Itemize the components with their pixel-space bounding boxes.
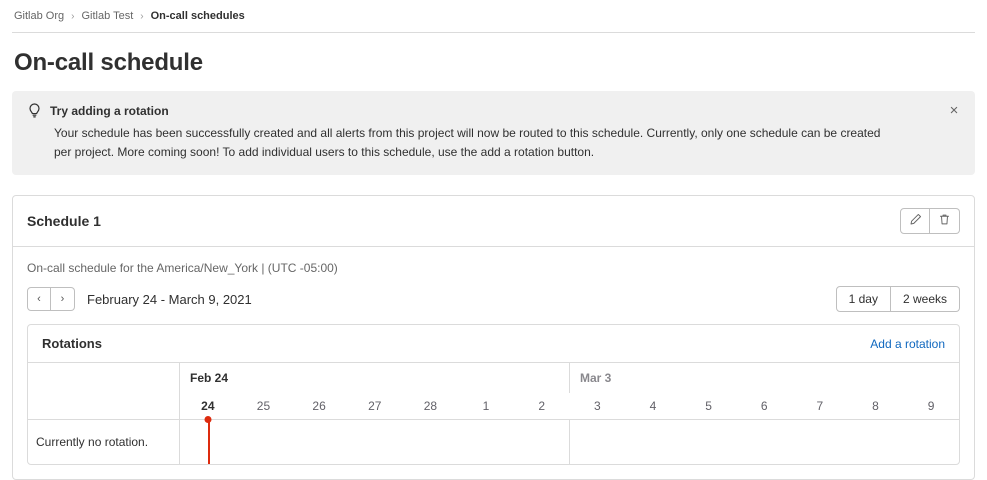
rotations-card — [27, 324, 960, 465]
timeline-day: 1 — [482, 399, 490, 414]
previous-period-button[interactable]: ‹ — [27, 287, 51, 311]
timeline-day-row — [180, 393, 959, 420]
delete-schedule-button[interactable] — [930, 208, 960, 234]
timeline-day: 27 — [368, 399, 382, 414]
timeline-month-feb: Feb 24 — [180, 363, 570, 393]
bulb-icon — [28, 103, 41, 118]
timeline-cell — [848, 420, 904, 464]
timeline-cell — [904, 420, 960, 464]
alert-body-text: Your schedule has been successfully created and all alerts from this project will now be routed to this schedule. Currently, only one schedule can be created per project. More coming soon! To add individual users to this schedule, use the add a rotation button. — [54, 126, 881, 159]
timeline-cell — [626, 420, 682, 464]
breadcrumb-item-org[interactable]: Gitlab Org — [14, 10, 65, 22]
schedule-timezone: On-call schedule for the America/New_York | (UTC -05:00) — [27, 261, 338, 276]
timeline-label-column — [28, 363, 180, 464]
schedule-nav-left — [27, 287, 252, 311]
timeline-cell — [402, 420, 458, 464]
timeline-cell — [737, 420, 793, 464]
breadcrumb-separator-icon: › — [71, 10, 75, 22]
add-rotation-link[interactable]: Add a rotation — [870, 336, 945, 351]
schedule-card — [12, 195, 975, 480]
schedule-card-header — [13, 196, 974, 247]
timeline-day: 5 — [705, 399, 712, 414]
timeline-body — [180, 420, 959, 464]
schedule-card-body — [13, 247, 974, 479]
date-range-label: February 24 - March 9, 2021 — [87, 291, 252, 307]
timeline-month-mar: Mar 3 — [580, 371, 612, 386]
view-toggle-1-day[interactable]: 1 day — [836, 286, 891, 312]
alert-heading-row — [28, 103, 959, 118]
view-toggle-group — [836, 286, 960, 312]
schedule-nav-row — [27, 286, 960, 312]
no-rotation-message: Currently no rotation. — [36, 435, 149, 450]
breadcrumb-divider — [12, 32, 975, 33]
breadcrumb-separator-icon: › — [140, 10, 144, 22]
view-toggle-2-weeks[interactable]: 2 weeks — [891, 286, 960, 312]
timeline-cell — [458, 420, 514, 464]
breadcrumb-item-current: On-call schedules — [150, 10, 245, 22]
timeline-cell — [180, 420, 236, 464]
next-period-button[interactable]: › — [51, 287, 75, 311]
timeline-day: 24 — [180, 393, 236, 419]
timeline-cell — [792, 420, 848, 464]
page-title: On-call schedule — [14, 49, 203, 76]
timeline-cell — [236, 420, 292, 464]
schedule-title: Schedule 1 — [27, 213, 101, 230]
rotations-header — [28, 325, 959, 363]
pencil-icon — [909, 213, 922, 229]
timeline-cell — [347, 420, 403, 464]
edit-schedule-button[interactable] — [900, 208, 930, 234]
info-alert — [12, 91, 975, 175]
timeline-day: 8 — [872, 399, 879, 414]
timeline-day: 2 — [538, 399, 545, 414]
timeline-cell — [569, 420, 626, 464]
rotations-title: Rotations — [42, 336, 102, 352]
timeline-day: 28 — [423, 399, 438, 414]
timeline-grid — [180, 363, 959, 464]
date-nav-group — [27, 287, 75, 311]
timeline-day: 25 — [256, 399, 271, 414]
alert-heading-text: Try adding a rotation — [50, 103, 169, 118]
schedule-actions — [900, 208, 960, 234]
timeline-cell — [291, 420, 347, 464]
timeline-day: 7 — [816, 399, 824, 414]
breadcrumb — [12, 0, 975, 32]
timeline-label-spacer — [28, 363, 179, 420]
timeline-month-row — [180, 363, 959, 393]
breadcrumb-item-project[interactable]: Gitlab Test — [81, 10, 134, 22]
rotations-timeline — [28, 363, 959, 464]
close-icon[interactable]: × — [945, 101, 963, 119]
timeline-day: 4 — [649, 399, 657, 414]
timeline-day: 26 — [312, 399, 326, 414]
timeline-day: 6 — [760, 399, 768, 414]
timeline-cell — [681, 420, 737, 464]
timeline-day: 9 — [927, 399, 935, 414]
trash-icon — [938, 213, 951, 229]
today-line-indicator — [208, 420, 210, 464]
timeline-cell — [513, 420, 569, 464]
timeline-day: 3 — [593, 399, 601, 414]
